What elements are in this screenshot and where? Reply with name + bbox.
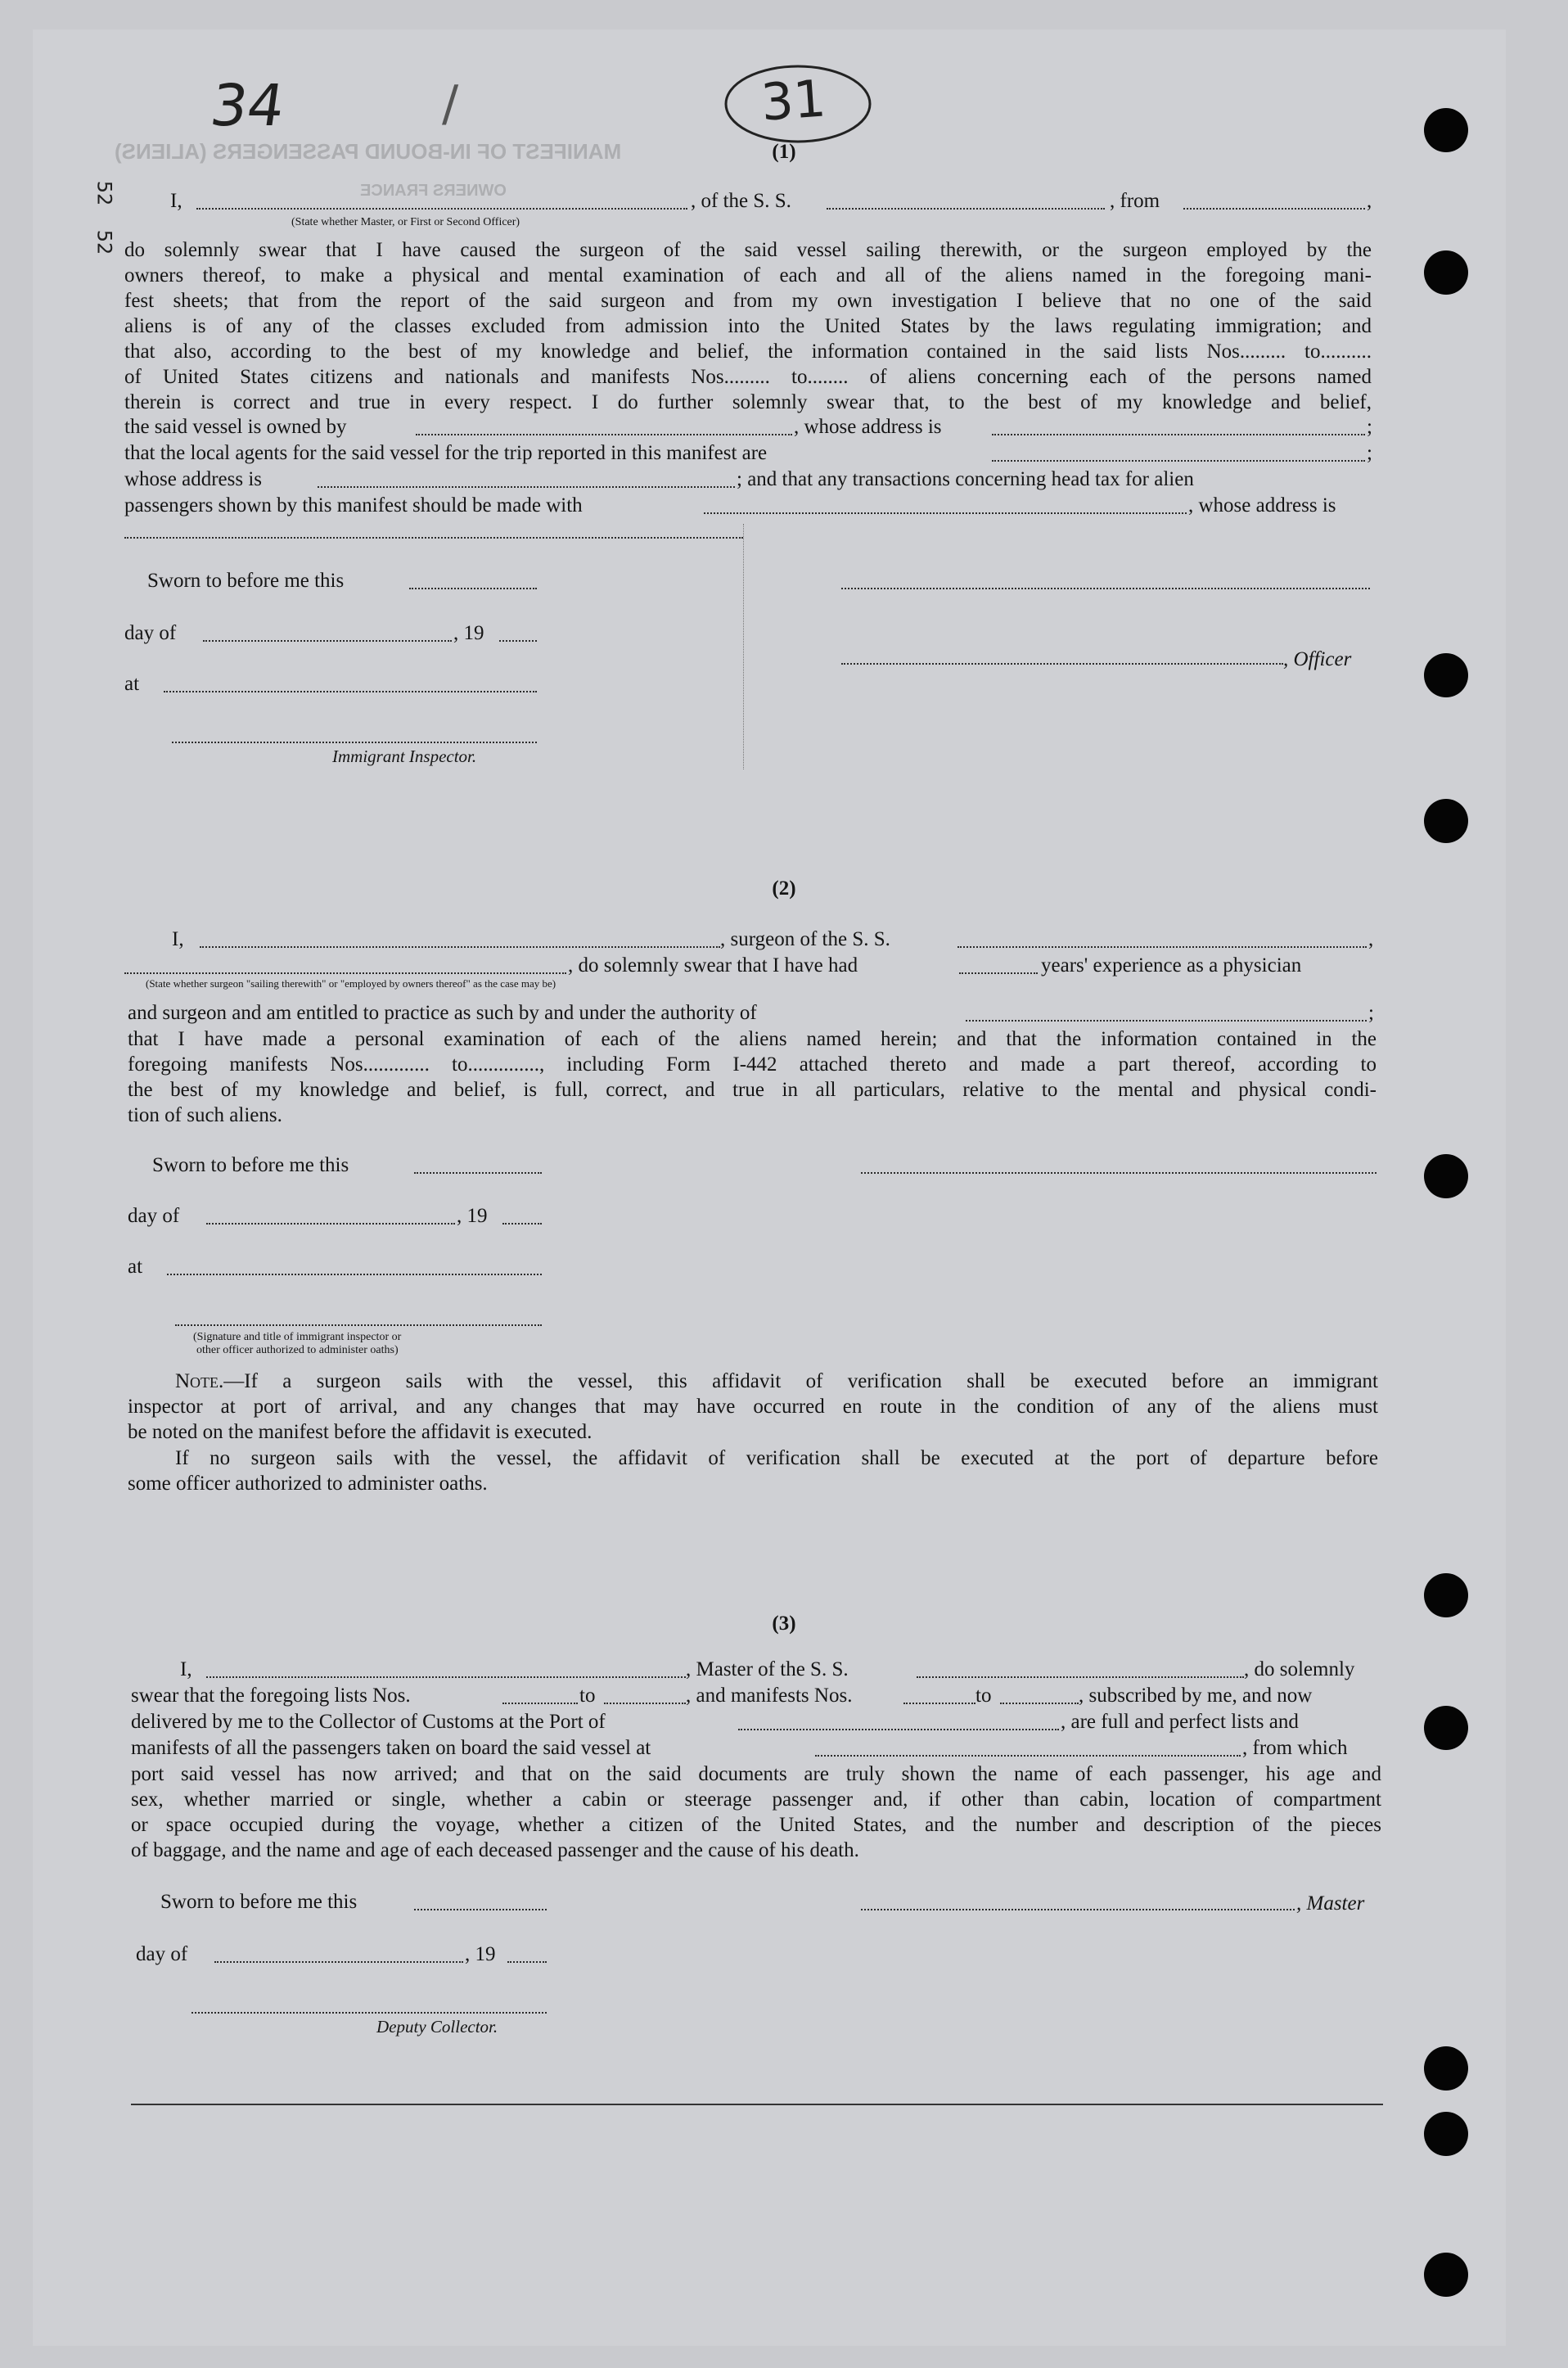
s1-from: , from — [1110, 190, 1160, 212]
s3-body: port said vessel has now arrived; and that on the said documents are truly shown the name of each passenger, his age and sex, whether married or single, whether a cabin or steerage passenger and, if other than cabin, location of compartment or space occupied during the voyage, whether a citizen of the United States, and the number and description of the pieces of baggage, and the name and age of each deceased passenger and the cause of his death. — [131, 1763, 1381, 1861]
s3-do-solemnly: , do solemnly — [1244, 1658, 1355, 1680]
s1-inspector-label: Immigrant Inspector. — [332, 746, 477, 766]
s3-lists-from-field — [502, 1703, 578, 1704]
s1-name-field — [196, 208, 687, 210]
s2-solemnly-swear: , do solemnly swear that I have had — [568, 954, 858, 977]
s3-signature-field — [861, 1909, 1295, 1910]
section-2-number: (2) — [772, 877, 796, 900]
s3-manifests-to-field — [1000, 1703, 1079, 1704]
punch-hole — [1424, 653, 1468, 697]
s1-semicolon: ; — [1367, 416, 1372, 438]
s3-master-label: , Master — [1296, 1892, 1365, 1915]
s1-at: at — [124, 673, 140, 695]
s2-day-field — [206, 1223, 455, 1225]
s1-signature-field — [841, 588, 1370, 589]
s2-note-2: If no surgeon sails with the vessel, the affidavit of verification shall be executed at the port of departure before some officer authorized to administer oaths. — [128, 1447, 1378, 1495]
s1-whose-address-is: whose address is — [124, 468, 263, 490]
handwritten-stroke: / — [442, 75, 459, 133]
s2-semicolon: ; — [1368, 1002, 1374, 1024]
punch-hole — [1424, 799, 1468, 843]
s3-manifests-from-field — [903, 1703, 975, 1704]
bleed-through-text: OWNERS FRANCE — [360, 182, 507, 200]
s1-head-tax-address-field — [124, 537, 743, 539]
s2-authority: and surgeon and am entitled to practice as such by and under the authority of — [128, 1002, 757, 1024]
column-divider — [743, 524, 744, 769]
s3-port-field — [738, 1729, 1059, 1730]
s1-i-prefix: I, — [170, 190, 182, 212]
s1-agents-address-field — [318, 486, 735, 488]
s3-lists-nos: swear that the foregoing lists Nos. — [131, 1685, 411, 1707]
s2-comma: , — [1368, 928, 1374, 950]
s3-master-of-ss: , Master of the S. S. — [686, 1658, 849, 1680]
note-label: Note. — [175, 1370, 224, 1392]
s1-day-of: day of — [124, 622, 177, 644]
s1-day-field — [203, 640, 452, 642]
s3-manifests-nos: , and manifests Nos. — [686, 1685, 853, 1707]
bottom-rule — [131, 2104, 1383, 2105]
punch-hole — [1424, 250, 1468, 295]
s2-surgeon-of-ss: , surgeon of the S. S. — [720, 928, 890, 950]
s2-authority-field — [966, 1020, 1367, 1022]
s1-officer-field — [841, 663, 1283, 665]
punch-hole — [1424, 1154, 1468, 1198]
s2-caption: (State whether surgeon "sailing therewith" or "employed by owners thereof" as the case may be) — [146, 977, 556, 990]
s1-local-agents: that the local agents for the said vessel for the trip reported in this manifest are — [124, 442, 768, 464]
s3-from-which: , from which — [1242, 1737, 1348, 1759]
s1-semicolon: ; — [1367, 442, 1372, 464]
s1-vessel-field — [827, 208, 1105, 210]
s3-collector-field — [191, 2012, 547, 2014]
s3-day-of: day of — [136, 1943, 188, 1965]
s2-day-of: day of — [128, 1205, 180, 1227]
s1-head-tax: ; and that any transactions concerning head tax for alien — [737, 468, 1194, 490]
s1-inspector-field — [172, 742, 537, 743]
s1-comma: , — [1367, 190, 1372, 212]
s2-at: at — [128, 1256, 143, 1278]
s2-sig-caption: other officer authorized to administer oaths) — [196, 1344, 399, 1356]
bleed-through-text: MANIFEST OF IN-BOUND PASSENGERS (ALIENS) — [115, 139, 622, 164]
s1-agents-field — [992, 460, 1365, 462]
s3-year-field — [507, 1961, 547, 1963]
s1-sworn: Sworn to before me this — [147, 570, 345, 592]
s1-passengers-shown: passengers shown by this manifest should be made with — [124, 494, 583, 516]
s2-years-experience: years' experience as a physician — [1041, 954, 1302, 977]
side-number: 52 — [92, 180, 116, 206]
s2-note: Note.—If a surgeon sails with the vessel, this affidavit of verification shall be executed before an immigrant inspector at port of arrival, and any changes that may have occurred en route in the condition of any of the aliens must be noted on the manifest before the affidavit is executed. — [128, 1370, 1378, 1443]
s3-sworn: Sworn to before me this — [160, 1891, 358, 1913]
s3-to: to — [579, 1685, 596, 1707]
s2-body: that I have made a personal examination of each of the aliens named herein; and that the information contained in the foregoing manifests Nos............. to.............., including Form I-442 attached thereto and made a part thereof, according to the best of my knowledge and belief, is full, correct, and true in all particulars, relative to the mental and physical condi- tion of such aliens. — [128, 1028, 1377, 1126]
s1-year: , 19 — [453, 622, 484, 644]
s1-whose-address-end: , whose address is — [1188, 494, 1336, 516]
s2-capacity-field — [124, 972, 566, 974]
s1-body: do solemnly swear that I have caused the surgeon of the said vessel sailing therewith, or the surgeon employed by the owners thereof, to make a physical and mental examination of each and all of the aliens named in the foregoing mani- fest sheets; that from the report of the said surgeon and from my own investigation I believe that no one of the said aliens is of any of the classes excluded from admission into the United States by the laws regulating immigration; and that also, according to the best of my knowledge and belief, the information contained in the said lists Nos......... to.......... of United States citizens and nationals and manifests Nos......... to........ of aliens concerning each of the persons named therein is correct and true in every respect. I do further solemnly swear that, to the best of my knowledge and belief, — [124, 239, 1372, 413]
s3-name-field — [206, 1676, 686, 1678]
s1-of-ss: , of the S. S. — [691, 190, 791, 212]
s1-from-field — [1183, 208, 1365, 210]
s3-full-perfect: , are full and perfect lists and — [1061, 1711, 1299, 1733]
s1-whose-address: , whose address is — [794, 416, 942, 438]
s3-to: to — [975, 1685, 992, 1707]
s3-sworn-date-field — [414, 1909, 547, 1910]
s1-at-field — [164, 691, 537, 692]
s1-caption: (State whether Master, or First or Second Officer) — [291, 216, 520, 228]
s1-year-field — [499, 640, 537, 642]
punch-hole — [1424, 1706, 1468, 1750]
s1-head-tax-field — [704, 512, 1187, 514]
s2-sig-caption: (Signature and title of immigrant inspector or — [193, 1331, 402, 1343]
s1-owned-by: the said vessel is owned by — [124, 416, 347, 438]
s2-i-prefix: I, — [172, 928, 184, 950]
section-3-number: (3) — [772, 1612, 796, 1635]
s1-owner-field — [416, 434, 792, 435]
s3-day-field — [214, 1961, 463, 1963]
punch-hole — [1424, 1573, 1468, 1617]
s2-year-field — [502, 1223, 542, 1225]
s2-vessel-field — [957, 946, 1367, 948]
s3-lists-to-field — [604, 1703, 686, 1704]
s2-inspector-field — [175, 1324, 542, 1326]
s3-collector-label: Deputy Collector. — [376, 2017, 498, 2036]
s1-owner-address-field — [992, 434, 1365, 435]
s2-sworn: Sworn to before me this — [152, 1154, 349, 1176]
s1-officer-label: , Officer — [1283, 648, 1352, 670]
s2-sworn-date-field — [414, 1172, 542, 1174]
page-number-handwritten: 34 — [206, 72, 289, 139]
s3-manifests-of-all: manifests of all the passengers taken on board the said vessel at — [131, 1737, 651, 1759]
s3-year: , 19 — [465, 1943, 496, 1965]
s1-sworn-date-field — [409, 588, 537, 589]
s3-embark-port-field — [815, 1755, 1241, 1757]
s2-years-field — [959, 972, 1038, 974]
s3-vessel-field — [917, 1676, 1244, 1678]
side-number: 52 — [92, 229, 116, 255]
punch-hole — [1424, 2112, 1468, 2156]
circled-number: 31 — [759, 68, 828, 133]
punch-hole — [1424, 2253, 1468, 2297]
section-1-number: (1) — [772, 141, 796, 163]
s3-i-prefix: I, — [180, 1658, 192, 1680]
s2-year: , 19 — [457, 1205, 488, 1227]
s2-name-field — [200, 946, 720, 948]
punch-hole — [1424, 2046, 1468, 2091]
s3-subscribed: , subscribed by me, and now — [1079, 1685, 1313, 1707]
s3-delivered: delivered by me to the Collector of Customs at the Port of — [131, 1711, 606, 1733]
s2-at-field — [167, 1274, 542, 1275]
s2-signature-field — [861, 1172, 1377, 1174]
